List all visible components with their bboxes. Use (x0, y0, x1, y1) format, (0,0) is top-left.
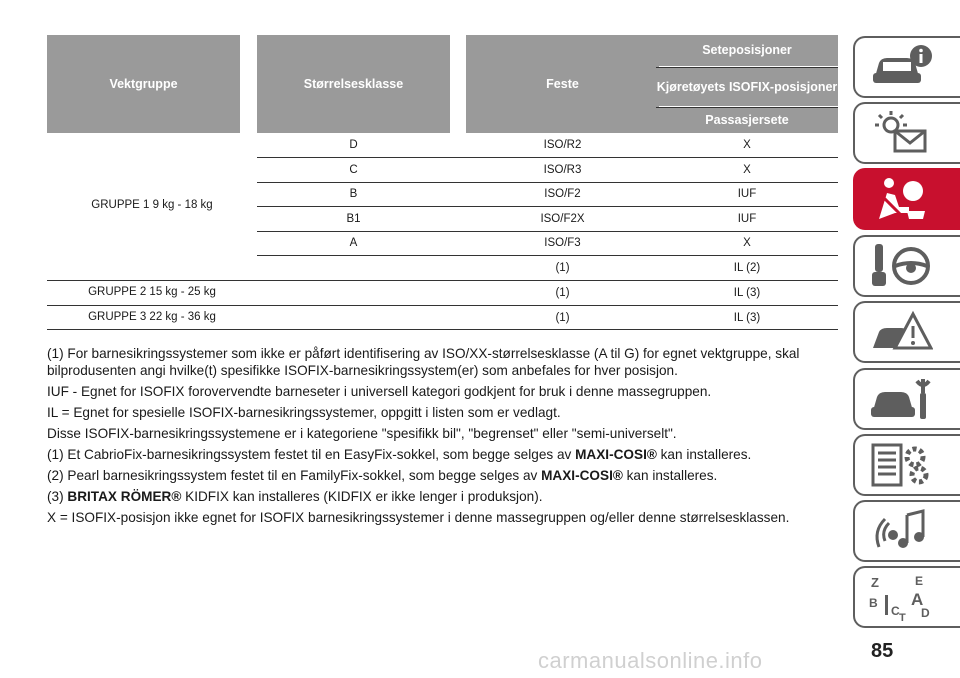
tab-safety[interactable] (853, 168, 960, 230)
row-divider (257, 255, 838, 256)
footnotes (47, 345, 837, 530)
car-maintenance-icon (869, 375, 933, 423)
table-cell: X (743, 237, 751, 249)
table-cell: IUF (737, 188, 757, 200)
emergency-icon (869, 308, 933, 356)
row-divider (47, 280, 838, 281)
tab-multimedia[interactable] (853, 500, 960, 562)
row-divider (257, 157, 838, 158)
table-cell: X (743, 164, 751, 176)
note-text: (1) Et CabrioFix-barnesikringssystem festet til en EasyFix-sokkel, som begge selges av (47, 447, 576, 462)
note-1: (1) For barnesikringssystemer som ikke er påført identifisering av ISO/XX-størrelsesklasse (A til G) for egnet vektgruppe, skal bilprodusenten angi hvilke(t) spesifikke ISOFIX-barnesikringssystem(er) som anbefales for hver posisjon. (47, 346, 800, 378)
table-body (47, 133, 838, 330)
header-weight-group: Vektgruppe (47, 35, 240, 133)
index-letter: B (869, 596, 878, 610)
car-info-icon (869, 43, 933, 91)
table-header (47, 35, 838, 133)
table-cell: ISO/R2 (543, 139, 582, 151)
note-cabriofix (47, 446, 837, 463)
header-isofix-positions: Kjøretøyets ISOFIX-posisjoner (656, 68, 838, 106)
table-cell: (1) (555, 312, 570, 324)
note-kidfix (47, 488, 837, 505)
table-cell: C (349, 164, 358, 176)
header-seat-positions: Seteposisjoner (656, 35, 838, 66)
table-cell: (1) (555, 287, 570, 299)
group2-label: GRUPPE 2 15 kg - 25 kg (88, 286, 216, 298)
table-cell: X (743, 139, 751, 151)
tab-maintenance[interactable] (853, 368, 960, 430)
table-cell: ISO/F2 (544, 188, 581, 200)
row-divider (257, 182, 838, 183)
group1-label: GRUPPE 1 9 kg - 18 kg (91, 199, 213, 211)
technical-data-icon (869, 441, 933, 489)
table-cell: B1 (346, 213, 361, 225)
brand-name: BRITAX RÖMER® (67, 489, 182, 504)
tab-index[interactable] (853, 566, 960, 628)
tab-warning-lights[interactable] (853, 102, 960, 164)
note-x: X = ISOFIX-posisjon ikke egnet for ISOFIX barnesikringssystemer i denne massegruppen og/eller denne størrelsesklassen. (47, 510, 790, 525)
table-cell: IL (3) (733, 312, 761, 324)
isofix-table (47, 35, 838, 330)
table-cell: ISO/R3 (543, 164, 582, 176)
note-iuf: IUF - Egnet for ISOFIX forovervendte barneseter i universell kategori godkjent for bruk i denne massegruppen. (47, 384, 712, 399)
note-text: kan installeres. (622, 468, 718, 483)
header-fixing: Feste (466, 35, 659, 133)
table-cell: ISO/F2X (540, 213, 585, 225)
row-divider (47, 329, 838, 330)
index-letter: Z (871, 575, 879, 590)
group3-label: GRUPPE 3 22 kg - 36 kg (88, 311, 216, 323)
note-text: (2) Pearl barnesikringssystem festet til en FamilyFix-sokkel, som begge selges av (47, 468, 542, 483)
note-pearl (47, 467, 837, 484)
header-seat-positions-group (656, 35, 838, 133)
row-divider (257, 231, 838, 232)
index-bar (885, 595, 888, 615)
key-steering-wheel-icon (869, 242, 933, 290)
airbag-seat-icon (869, 175, 933, 223)
tab-emergency[interactable] (853, 301, 960, 363)
index-letter: T (899, 612, 906, 621)
index-letter: C (891, 604, 900, 618)
row-divider (47, 305, 838, 306)
index-letter: A (911, 590, 924, 609)
table-cell: B (349, 188, 358, 200)
note-text: (3) (47, 489, 68, 504)
note-categories: Disse ISOFIX-barnesikringssystemene er i kategoriene "spesifikk bil", "begrenset" eller "semi-universelt". (47, 426, 677, 441)
table-cell: D (349, 139, 358, 151)
table-cell: IL (3) (733, 287, 761, 299)
tab-starting-driving[interactable] (853, 235, 960, 297)
index-letter: D (921, 606, 930, 620)
note-text: KIDFIX kan installeres (KIDFIX er ikke lenger i produksjon). (181, 489, 543, 504)
header-passenger-seat: Passasjersete (656, 108, 838, 133)
alphabetical-index-icon (869, 573, 933, 621)
note-il: IL = Egnet for spesielle ISOFIX-barnesikringssystemer, oppgitt i listen som er vedlagt. (47, 405, 561, 420)
table-cell: IUF (737, 213, 757, 225)
multimedia-icon (869, 507, 933, 555)
row-divider (257, 206, 838, 207)
table-cell: A (349, 237, 358, 249)
table-cell: (1) (555, 262, 570, 274)
page-number: 85 (871, 640, 894, 662)
table-cell: IL (2) (733, 262, 761, 274)
tab-technical-data[interactable] (853, 434, 960, 496)
brand-name: MAXI-COSI® (541, 468, 623, 483)
index-letter: E (915, 574, 924, 588)
table-cell: ISO/F3 (544, 237, 581, 249)
warning-lights-icon (869, 109, 933, 157)
header-size-class: Størrelsesklasse (257, 35, 450, 133)
tab-car-info[interactable] (853, 36, 960, 98)
note-text: kan installeres. (656, 447, 752, 462)
brand-name: MAXI-COSI® (575, 447, 657, 462)
watermark: carmanualsonline.info (538, 648, 763, 673)
